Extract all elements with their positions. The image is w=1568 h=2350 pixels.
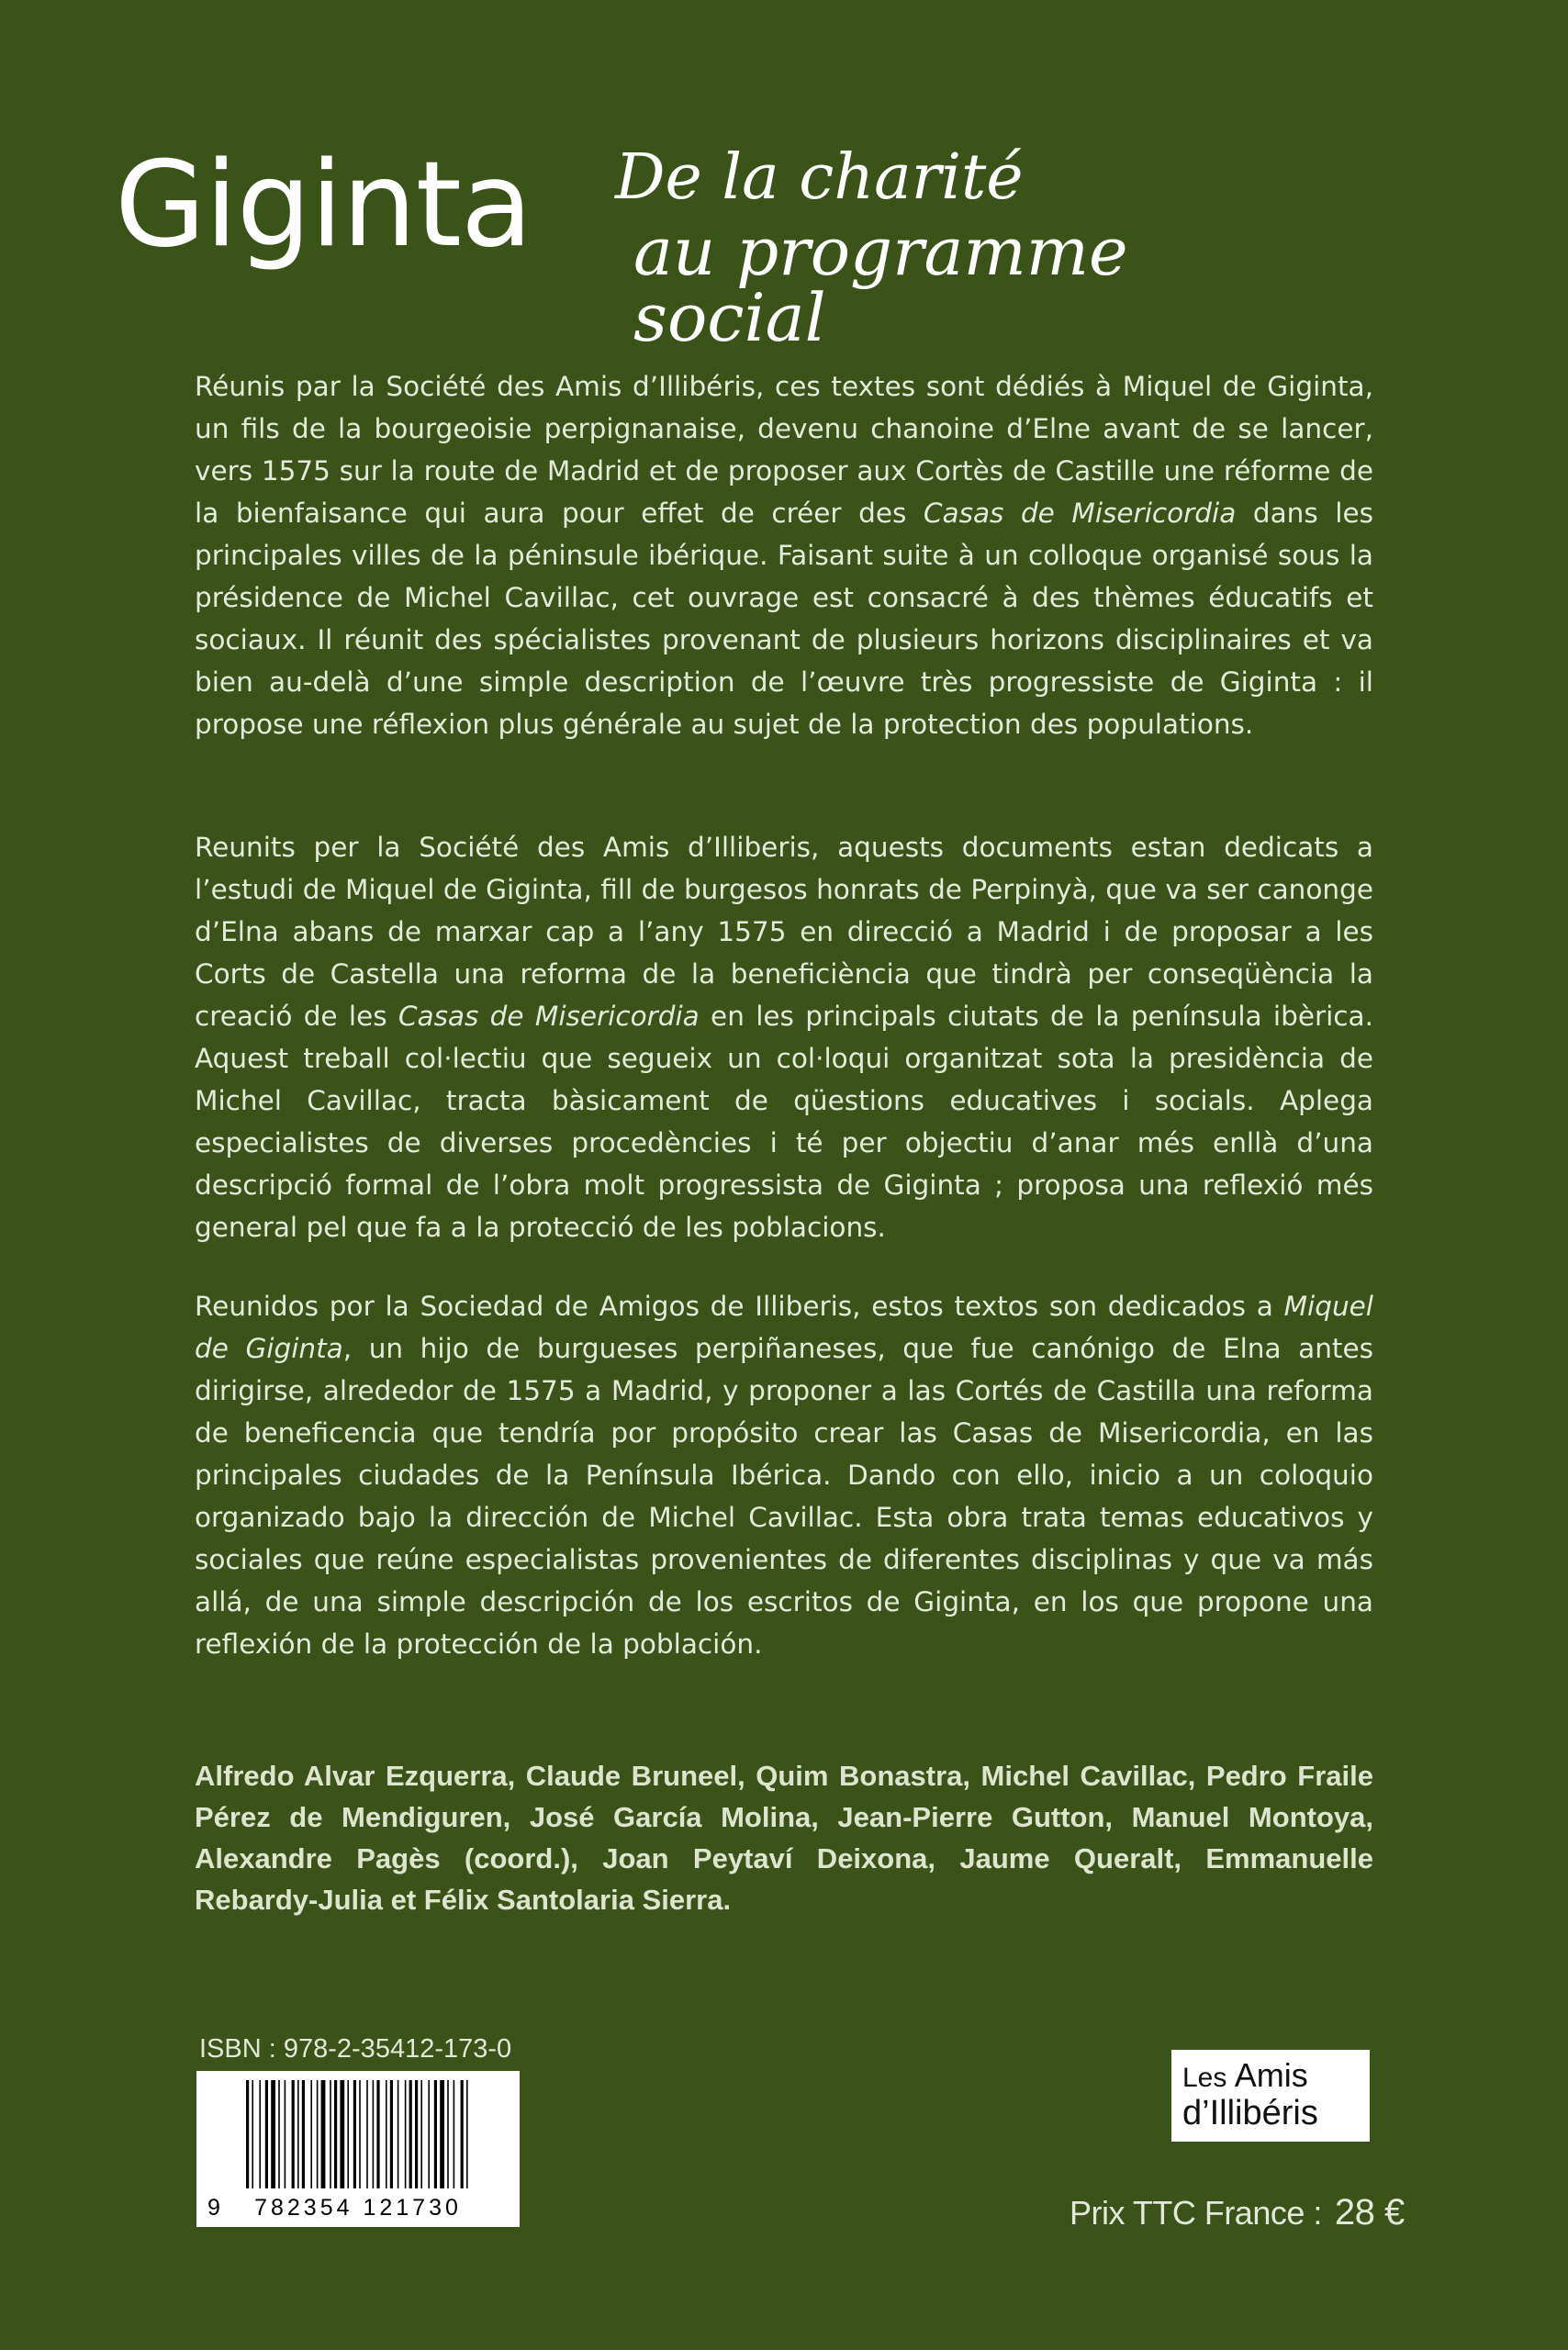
paragraph-catalan: Reunits per la Société des Amis d’Illiberis, aquests documents estan dedicats a l’estudi de Miquel de Giginta, fill de burgesos honrats de Perpinyà, que va ser canonge d’Elna abans de marxar cap a l’any 1575 en direcció a Madrid i de proposar a les Corts de Castella una reforma de la beneficiència que tindrà per conseqüència la creació de les Casas de Misericordia en les principals ciutats de la península ibèrica. Aquest treball col·lectiu que segueix un col·loqui organitzat sota la presidència de Michel Cavillac, tracta bàsicament de qüestions educatives i socials. Aplega especialistes de diverses procedències i té per objectiu d’anar més enllà d’una descripció formal de l’obra molt progressista de Giginta ; proposa una reflexió més general pel que fa a la protecció de les poblacions.	[195, 832, 1373, 1243]
barcode	[196, 2071, 520, 2227]
barcode-bar	[461, 2080, 464, 2188]
barcode-bar	[376, 2080, 379, 2188]
barcode-bar	[321, 2080, 326, 2188]
barcode-bar	[317, 2080, 319, 2188]
barcode-bar	[434, 2080, 437, 2188]
barcode-bar	[390, 2080, 393, 2188]
barcode-bar	[271, 2080, 275, 2188]
barcode-bar	[246, 2080, 249, 2188]
barcode-bars	[244, 2080, 472, 2188]
subtitle-line-1: De la charité	[615, 141, 1024, 214]
barcode-bar	[366, 2080, 368, 2188]
barcode-bar	[330, 2080, 331, 2188]
paragraph-spanish: Reunidos por la Sociedad de Amigos de Illiberis, estos textos son dedicados a Miquel de Giginta, un hijo de burgueses perpiñaneses, que fue canónigo de Elna antes dirigirse, alrededor de 1575 a Madrid, y proponer a las Cortés de Castilla una reforma de beneficencia que tendría por propósito crear las Casas de Misericordia, en las principales ciudades de la Península Ibérica. Dando con ello, inicio a un coloquio organizado bajo la dirección de Michel Cavillac. Esta obra trata temas educativos y sociales que reúne especialistas provenientes de diferentes disciplinas y que va más allá, de una simple descripción de los escritos de Giginta, en los que propone una reflexión de la protección de la población.	[195, 1291, 1373, 1660]
barcode-bar	[420, 2080, 422, 2188]
isbn-label: ISBN : 978-2-35412-173-0	[199, 2034, 512, 2064]
barcode-bar	[340, 2080, 344, 2188]
price	[1070, 2192, 1405, 2233]
barcode-bar	[454, 2080, 455, 2188]
paragraph-french: Réunis par la Société des Amis d’Illibéris, ces textes sont dédiés à Miquel de Giginta, un fils de la bourgeoisie perpignanaise, devenu chanoine d’Elne avant de se lancer, vers 1575 sur la route de Madrid et de proposer aux Cortès de Castille une réforme de la bienfaisance qui aura pour effet de créer des Casas de Misericordia dans les principales villes de la péninsule ibérique. Faisant suite à un colloque organisé sous la présidence de Michel Cavillac, cet ouvrage est consacré à des thèmes éducatifs et sociaux. Il réunit des spécialistes provenant de plusieurs horizons disciplinaires et va bien au-delà d’une simple description de l’œuvre très progressiste de Giginta : il propose une réflexion plus générale au sujet de la protection des populations.	[195, 371, 1374, 740]
logo-line-2: d’Illibéris	[1182, 2094, 1318, 2132]
barcode-bar	[386, 2080, 387, 2188]
barcode-bar	[353, 2080, 356, 2188]
barcode-bar	[259, 2080, 261, 2188]
barcode-bar	[292, 2080, 295, 2188]
book-title: Giginta	[115, 137, 532, 274]
logo-line-1: Les Amis	[1182, 2056, 1308, 2094]
barcode-bar	[265, 2080, 268, 2188]
book-subtitle	[597, 141, 1308, 356]
subtitle-line-2: au programme social	[633, 213, 1128, 356]
barcode-bar	[302, 2080, 305, 2188]
barcode-bar	[409, 2080, 412, 2188]
publisher-logo	[1171, 2050, 1370, 2142]
title-block	[115, 137, 1308, 356]
barcode-bar	[334, 2080, 337, 2188]
barcode-bar	[440, 2080, 444, 2188]
barcode-bar	[373, 2080, 375, 2188]
barcode-bar	[447, 2080, 449, 2188]
barcode-bar	[428, 2080, 430, 2188]
barcode-bar	[297, 2080, 299, 2188]
barcode-bar	[398, 2080, 399, 2188]
price-value: 28 €	[1334, 2192, 1405, 2232]
barcode-digits: 9 782354 121730	[207, 2195, 462, 2221]
barcode-bar	[278, 2080, 280, 2188]
price-label: Prix TTC France :	[1070, 2194, 1322, 2232]
authors-list: Alfredo Alvar Ezquerra, Claude Bruneel, Quim Bonastra, Michel Cavillac, Pedro Fraile Pérez de Mendiguren, José García Molina, Jean-Pierre Gutton, Manuel Montoya, Alexandre Pagès (coord.), Joan Peytaví Deixona, Jaume Queralt, Emmanuelle Rebardy-Julia et Félix Santolaria Sierra.	[195, 1760, 1373, 1916]
barcode-bar	[466, 2080, 468, 2188]
barcode-bar	[359, 2080, 361, 2188]
barcode-bar	[285, 2080, 286, 2188]
barcode-bar	[405, 2080, 407, 2188]
barcode-bar	[347, 2080, 349, 2188]
barcode-bar	[310, 2080, 312, 2188]
barcode-bar	[415, 2080, 418, 2188]
barcode-bar	[252, 2080, 253, 2188]
